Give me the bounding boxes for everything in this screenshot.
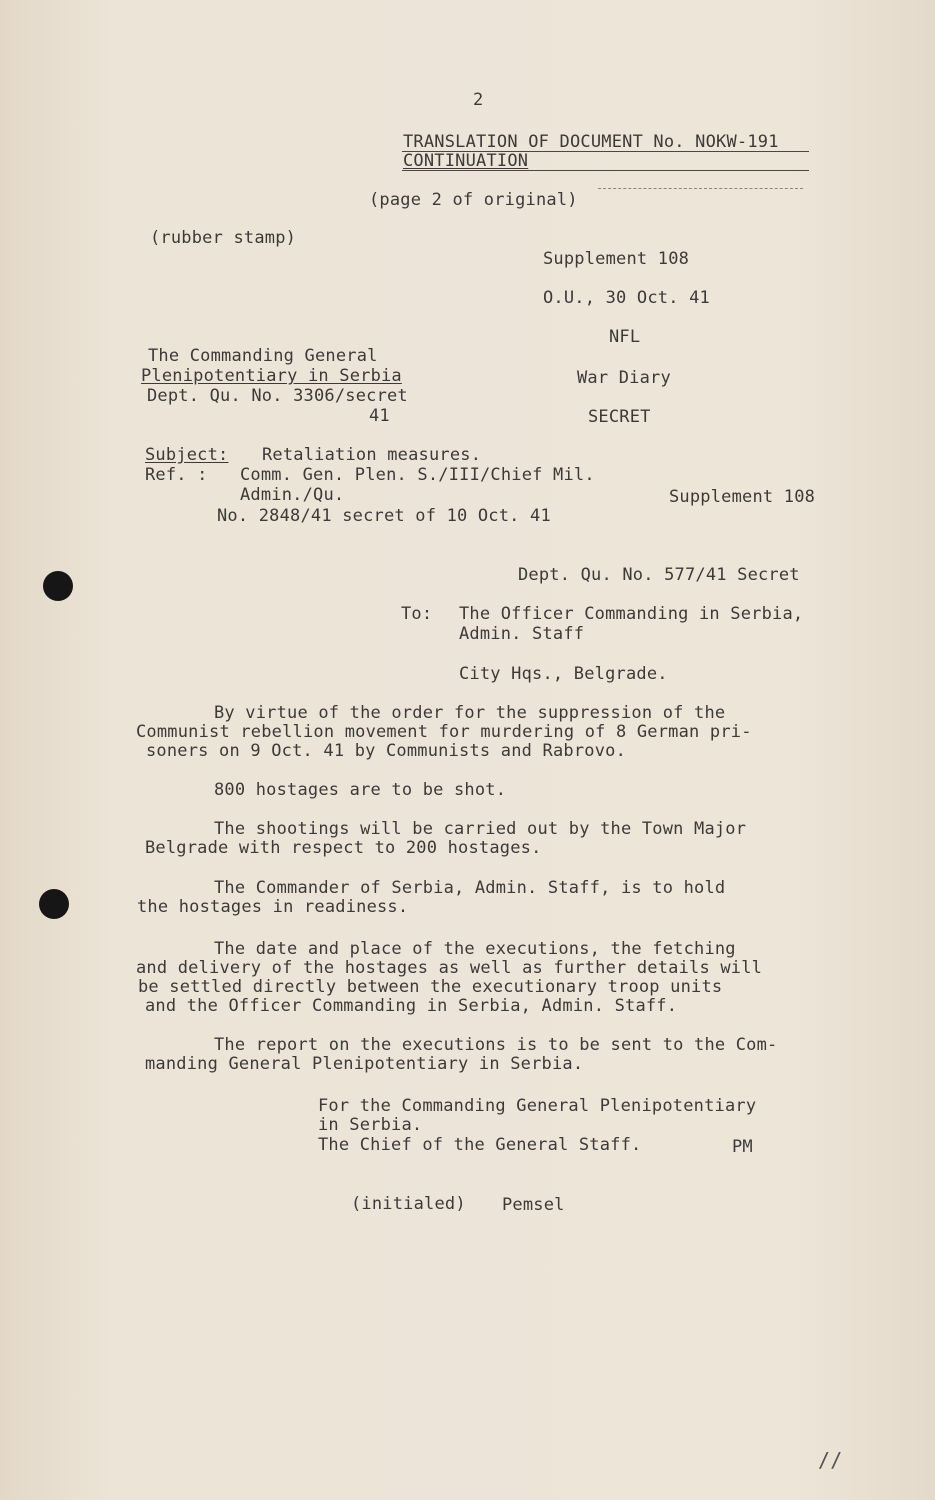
body-paragraph-line: By virtue of the order for the suppression of the [214, 703, 726, 723]
subject-text: Retaliation measures. [262, 445, 482, 465]
body-paragraph-line: and the Officer Commanding in Serbia, Admin. Staff. [145, 996, 678, 1016]
body-paragraph-line: and delivery of the hostages as well as further details will [136, 958, 763, 978]
body-paragraph-line: be settled directly between the executionary troop units [138, 977, 723, 997]
reference-label: Ref. : [145, 465, 208, 485]
body-paragraph-line: soners on 9 Oct. 41 by Communists and Rabrovo. [146, 741, 627, 761]
recipient-line: The Officer Commanding in Serbia, [459, 604, 804, 624]
body-paragraph-line: The shootings will be carried out by the Town Major [214, 819, 747, 839]
reference-supplement: Supplement 108 [669, 487, 816, 507]
initials: NFL [609, 327, 641, 347]
reference-line: No. 2848/41 secret of 10 Oct. 41 [217, 506, 551, 526]
signature-line: For the Commanding General Plenipotentiary [318, 1096, 757, 1116]
dept-number: Dept. Qu. No. 577/41 Secret [518, 565, 800, 585]
recipient-line: Admin. Staff [459, 624, 585, 644]
signature-line: in Serbia. [318, 1115, 423, 1135]
secret-label: SECRET [588, 407, 651, 427]
punch-hole [39, 889, 69, 919]
sender-line: Dept. Qu. No. 3306/secret [147, 386, 408, 406]
to-label: To: [401, 604, 433, 624]
page-of-original: (page 2 of original) [369, 190, 578, 210]
sender-line: The Commanding General [148, 346, 378, 366]
body-paragraph-line: Communist rebellion movement for murdering of 8 German pri- [136, 722, 752, 742]
signature-mark: PM [732, 1137, 753, 1157]
page-number: 2 [473, 90, 484, 110]
sender-line: 41 [369, 406, 390, 426]
body-paragraph-line: 800 hostages are to be shot. [214, 780, 507, 800]
reference-line: Admin./Qu. [240, 485, 345, 505]
punch-hole [43, 571, 73, 601]
body-paragraph-line: The Commander of Serbia, Admin. Staff, is to hold [214, 878, 726, 898]
body-paragraph-line: manding General Plenipotentiary in Serbia. [145, 1054, 584, 1074]
signature-line: The Chief of the General Staff. [318, 1135, 642, 1155]
body-paragraph-line: the hostages in readiness. [137, 897, 409, 917]
recipient-line: City Hqs., Belgrade. [459, 664, 668, 684]
supplement-label: Supplement 108 [543, 249, 690, 269]
initialed-note: (initialed) [351, 1194, 466, 1214]
war-diary-label: War Diary [577, 368, 671, 388]
header-rule [402, 170, 809, 171]
header-title: TRANSLATION OF DOCUMENT No. NOKW-191 [403, 132, 779, 152]
subject-label: Subject: [145, 445, 229, 465]
signer-name: Pemsel [502, 1195, 565, 1215]
body-paragraph-line: Belgrade with respect to 200 hostages. [145, 838, 542, 858]
corner-mark: // [818, 1448, 843, 1472]
rubber-stamp-note: (rubber stamp) [150, 228, 297, 248]
body-paragraph-line: The report on the executions is to be sent to the Com- [214, 1035, 778, 1055]
reference-line: Comm. Gen. Plen. S./III/Chief Mil. [240, 465, 595, 485]
sender-line: Plenipotentiary in Serbia [141, 366, 402, 386]
header-continuation: CONTINUATION [403, 151, 529, 171]
body-paragraph-line: The date and place of the executions, the fetching [214, 939, 736, 959]
dashed-rule [598, 188, 803, 189]
place-date: O.U., 30 Oct. 41 [543, 288, 710, 308]
